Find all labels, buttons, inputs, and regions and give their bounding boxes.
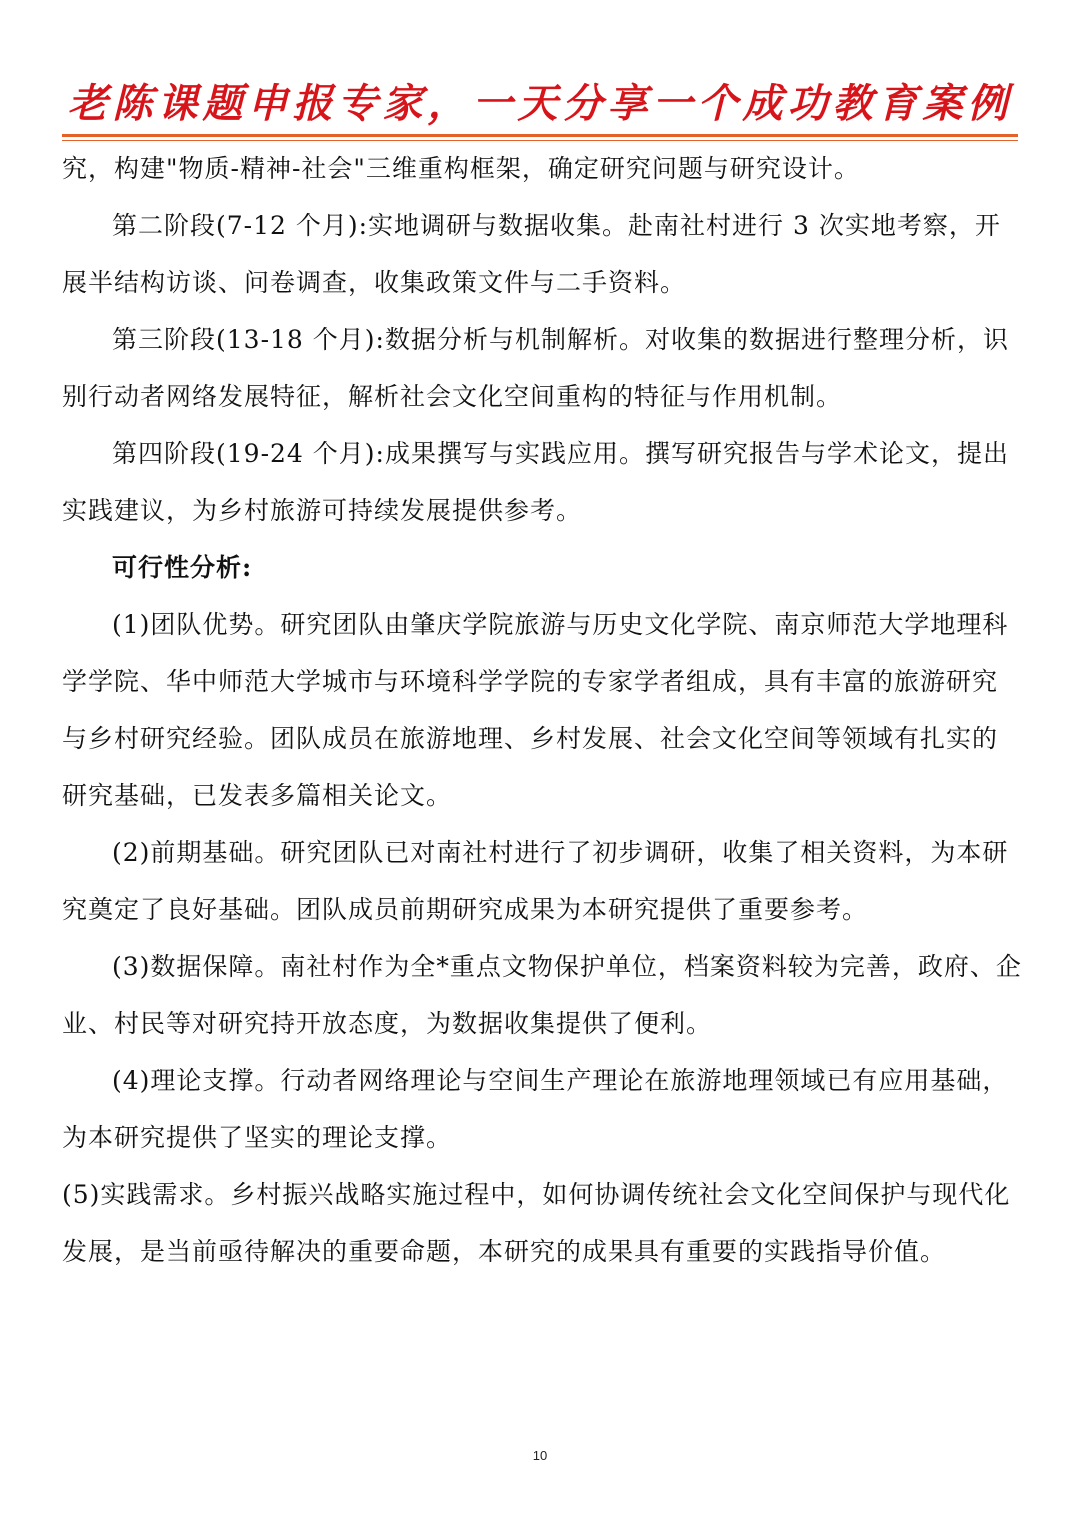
paragraph-stage-two: 第二阶段(7-12 个月):实地调研与数据收集。赴南社村进行 3 次实地考察，开展半结构访谈、问卷调查，收集政策文件与二手资料。	[62, 211, 1001, 297]
header-banner: 老陈课题申报专家，一天分享一个成功教育案例	[67, 81, 1013, 127]
paragraph-team-advantage: (1)团队优势。研究团队由肇庆学院旅游与历史文化学院、南京师范大学地理科学学院、华中师范大学城市与环境科学学院的专家学者组成，具有丰富的旅游研究与乡村研究经验。团队成员在旅游地理、乡村发展、社会文化空间等领域有扎实的研究基础，已发表多篇相关论文。	[62, 610, 1009, 810]
paragraph-preliminary-basis: (2)前期基础。研究团队已对南社村进行了初步调研，收集了相关资料，为本研究奠定了良好基础。团队成员前期研究成果为本研究提供了重要参考。	[62, 838, 1009, 924]
section-heading-feasibility: 可行性分析:	[112, 553, 253, 582]
paragraph-stage-three: 第三阶段(13-18 个月):数据分析与机制解析。对收集的数据进行整理分析，识别行动者网络发展特征，解析社会文化空间重构的特征与作用机制。	[62, 325, 1009, 411]
paragraph-continuation: 究，构建"物质-精神-社会"三维重构框架，确定研究问题与研究设计。	[62, 154, 860, 183]
header-divider-thick	[62, 134, 1018, 137]
paragraph-stage-four: 第四阶段(19-24 个月):成果撰写与实践应用。撰写研究报告与学术论文，提出实践建议，为乡村旅游可持续发展提供参考。	[62, 439, 1009, 525]
paragraph-data-guarantee: (3)数据保障。南社村作为全*重点文物保护单位，档案资料较为完善，政府、企业、村民等对研究持开放态度，为数据收集提供了便利。	[62, 952, 1022, 1038]
page-number: 10	[532, 1448, 548, 1463]
document-body	[62, 140, 1022, 1280]
paragraph-practice-demand: (5)实践需求。乡村振兴战略实施过程中，如何协调传统社会文化空间保护与现代化发展，是当前亟待解决的重要命题，本研究的成果具有重要的实践指导价值。	[62, 1180, 1011, 1266]
paragraph-theory-support: (4)理论支撑。行动者网络理论与空间生产理论在旅游地理领域已有应用基础，为本研究提供了坚实的理论支撑。	[62, 1066, 1009, 1152]
